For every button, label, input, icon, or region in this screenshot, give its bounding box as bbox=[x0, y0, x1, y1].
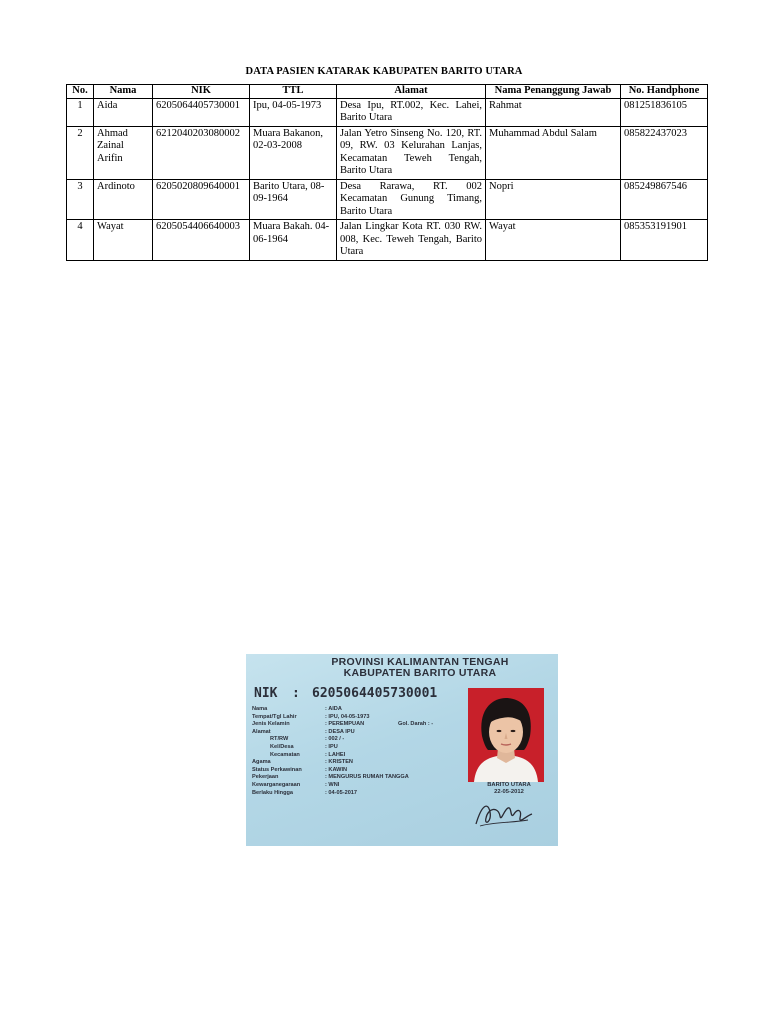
field-label: Tempat/Tgl Lahir bbox=[252, 713, 297, 720]
cell-handphone: 085822437023 bbox=[621, 126, 708, 179]
id-card-field bbox=[252, 736, 409, 744]
id-card-field bbox=[252, 706, 409, 714]
field-value: : PEREMPUAN bbox=[325, 721, 365, 728]
field-value: : AIDA bbox=[325, 706, 342, 712]
cell-nama: Wayat bbox=[94, 220, 153, 261]
field-label: RT/RW bbox=[270, 736, 289, 743]
header-no: No. bbox=[67, 85, 94, 99]
cell-ttl: Muara Bakanon, 02-03-2008 bbox=[250, 126, 337, 179]
cell-nama: Ardinoto bbox=[94, 179, 153, 220]
id-card-header bbox=[246, 656, 558, 679]
field-value: : KAWIN bbox=[325, 766, 348, 773]
cell-ttl: Barito Utara, 08-09-1964 bbox=[250, 179, 337, 220]
header-nik: NIK bbox=[153, 85, 250, 99]
field-label: Status Perkawinan bbox=[252, 766, 302, 773]
id-card-province: PROVINSI KALIMANTAN TENGAH bbox=[331, 656, 509, 668]
cell-no: 4 bbox=[67, 220, 94, 261]
cell-nik: 6205064405730001 bbox=[153, 98, 250, 126]
id-card-field bbox=[252, 774, 409, 782]
id-card-field bbox=[252, 729, 409, 737]
cell-no: 2 bbox=[67, 126, 94, 179]
id-card-nik-label: NIK bbox=[254, 686, 278, 701]
field-label: Kecamatan bbox=[270, 751, 300, 758]
cell-nik: 6212040203080002 bbox=[153, 126, 250, 179]
cell-penanggung-jawab: Rahmat bbox=[486, 98, 621, 126]
portrait-icon bbox=[468, 688, 544, 782]
cell-alamat: Desa Ipu, RT.002, Kec. Lahei, Barito Utara bbox=[337, 98, 486, 126]
document-title: DATA PASIEN KATARAK KABUPATEN BARITO UTARA bbox=[245, 66, 523, 77]
field-value: : IPU bbox=[325, 743, 338, 750]
id-card-field bbox=[252, 721, 409, 729]
field-label: Pekerjaan bbox=[252, 774, 279, 781]
cell-nama: Aida bbox=[94, 98, 153, 126]
id-card-field bbox=[252, 752, 409, 760]
field-label: Berlaku Hingga bbox=[252, 789, 294, 796]
field-value: : 04-05-2017 bbox=[325, 789, 358, 796]
field-value: : LAHEI bbox=[325, 751, 346, 758]
cell-handphone: 081251836105 bbox=[621, 98, 708, 126]
id-card-field bbox=[252, 782, 409, 790]
table-row bbox=[67, 179, 708, 220]
field-value: : 002 / - bbox=[325, 736, 345, 743]
cell-no: 3 bbox=[67, 179, 94, 220]
cell-nik: 6205020809640001 bbox=[153, 179, 250, 220]
cell-alamat: Jalan Yetro Sinseng No. 120, RT. 09, RW. 03 Kelurahan Lanjas, Kecamatan Teweh Tengah, Barito Utara bbox=[337, 126, 486, 179]
signature-icon bbox=[470, 796, 540, 832]
field-label: Nama bbox=[252, 706, 268, 712]
cell-no: 1 bbox=[67, 98, 94, 126]
header-alamat: Alamat bbox=[337, 85, 486, 99]
table-row bbox=[67, 220, 708, 261]
cell-alamat: Desa Rarawa, RT. 002 Kecamatan Gunung Timang, Barito Utara bbox=[337, 179, 486, 220]
id-card-issued bbox=[474, 782, 544, 796]
field-value: : MENGURUS RUMAH TANGGA bbox=[325, 774, 409, 781]
cell-handphone: 085249867546 bbox=[621, 179, 708, 220]
field-value: : WNI bbox=[325, 781, 340, 788]
id-card-nik-value: 6205064405730001 bbox=[312, 686, 438, 701]
id-card-issued-date: 22-05-2012 bbox=[494, 789, 524, 795]
field-value: : IPU, 04-05-1973 bbox=[325, 713, 370, 720]
patient-table bbox=[66, 84, 708, 261]
id-card-field bbox=[252, 744, 409, 752]
id-card-issued-place: BARITO UTARA bbox=[487, 782, 531, 788]
cell-ttl: Muara Bakah. 04-06-1964 bbox=[250, 220, 337, 261]
header-nama: Nama bbox=[94, 85, 153, 99]
id-card-fields bbox=[252, 706, 409, 797]
cell-penanggung-jawab: Muhammad Abdul Salam bbox=[486, 126, 621, 179]
field-value: : KRISTEN bbox=[325, 759, 353, 766]
id-card-regency: KABUPATEN BARITO UTARA bbox=[343, 667, 497, 679]
cell-nik: 6205054406640003 bbox=[153, 220, 250, 261]
id-card-blood-type: Gol. Darah : - bbox=[398, 721, 434, 727]
id-card-field bbox=[252, 759, 409, 767]
cell-alamat: Jalan Lingkar Kota RT. 030 RW. 008, Kec. Teweh Tengah, Barito Utara bbox=[337, 220, 486, 261]
cell-nama: Ahmad Zainal Arifin bbox=[94, 126, 153, 179]
header-ttl: TTL bbox=[250, 85, 337, 99]
table-header-row bbox=[67, 85, 708, 99]
id-card-field bbox=[252, 790, 409, 798]
table-row bbox=[67, 126, 708, 179]
header-penanggung-jawab: Nama Penanggung Jawab bbox=[486, 85, 621, 99]
field-value: : DESA IPU bbox=[325, 728, 355, 735]
field-label: Jenis Kelamin bbox=[252, 721, 290, 728]
field-label: Kel/Desa bbox=[270, 743, 294, 750]
cell-penanggung-jawab: Nopri bbox=[486, 179, 621, 220]
cell-handphone: 085353191901 bbox=[621, 220, 708, 261]
field-label: Agama bbox=[252, 759, 271, 766]
header-handphone: No. Handphone bbox=[621, 85, 708, 99]
cell-ttl: Ipu, 04-05-1973 bbox=[250, 98, 337, 126]
id-card-nik-row bbox=[254, 686, 437, 701]
id-card-nik-colon: : bbox=[292, 686, 300, 701]
field-label: Kewarganegaraan bbox=[252, 781, 301, 788]
table-row bbox=[67, 98, 708, 126]
id-card-field bbox=[252, 767, 409, 775]
id-card-field bbox=[252, 714, 409, 722]
cell-penanggung-jawab: Wayat bbox=[486, 220, 621, 261]
field-label: Alamat bbox=[252, 728, 271, 735]
id-card-photo bbox=[468, 688, 544, 782]
id-card-image bbox=[246, 654, 558, 846]
